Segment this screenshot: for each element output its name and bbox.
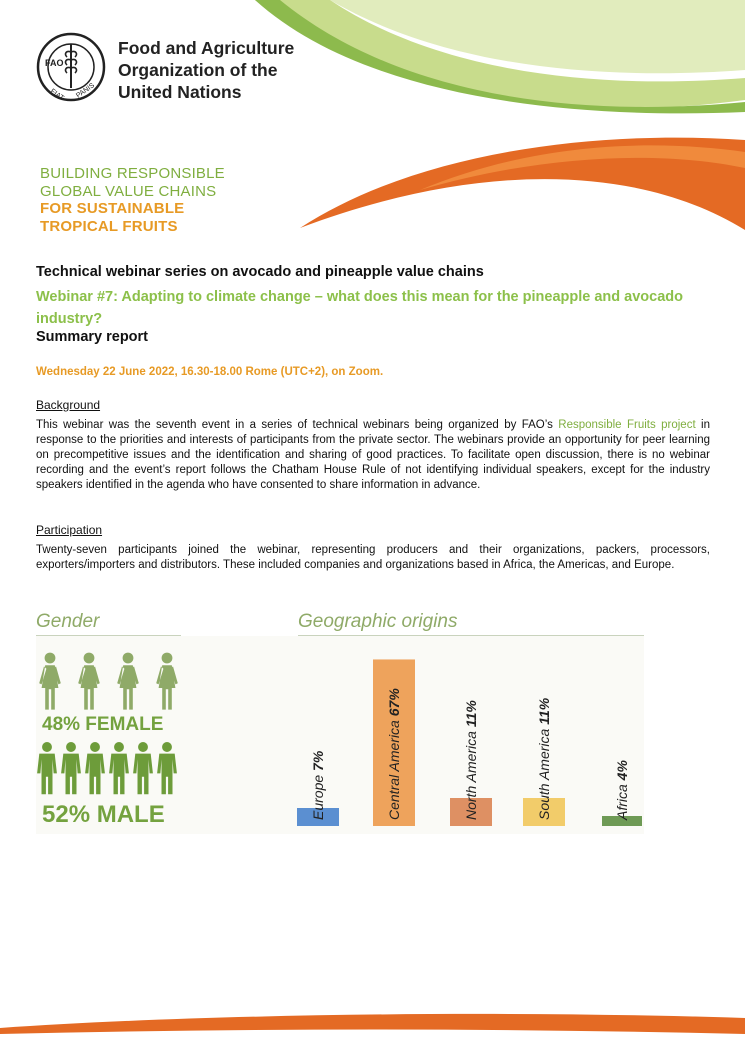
emblem-ring-right: PANIS: [75, 82, 96, 100]
bar-label-north-america: North America 11%: [463, 700, 479, 820]
series-title: Technical webinar series on avocado and pineapple value chains: [36, 264, 484, 280]
geographic-origins-chart: [295, 640, 655, 835]
female-label: 48% FEMALE: [42, 714, 164, 735]
org-name-line: Organization of the: [118, 60, 278, 80]
male-person-icon: [132, 740, 154, 798]
female-person-icon: [77, 652, 101, 712]
emblem-f: FAO: [45, 58, 64, 68]
emblem-ring-left: FIAT: [48, 87, 65, 102]
male-label: 52% MALE: [42, 801, 165, 828]
male-person-icon: [60, 740, 82, 798]
female-person-icon: [116, 652, 140, 712]
programme-line: GLOBAL VALUE CHAINS: [40, 182, 217, 200]
male-person-icon: [36, 740, 58, 798]
summary-report-title: Summary report: [36, 329, 149, 345]
male-person-icon: [84, 740, 106, 798]
male-icons: [36, 740, 186, 800]
bar-label-europe: Europe 7%: [310, 750, 326, 820]
geographic-heading-rule: [298, 635, 644, 636]
org-name-line: United Nations: [118, 82, 242, 102]
programme-line: BUILDING RESPONSIBLE: [40, 165, 225, 182]
programme-line: TROPICAL FRUITS: [40, 217, 178, 235]
footer-band-graphic: [0, 1000, 745, 1050]
fao-wheat-emblem-icon: [36, 32, 106, 102]
female-icons: [36, 652, 186, 714]
background-heading: Background: [36, 398, 101, 412]
geographic-origins-heading: Geographic origins: [298, 611, 458, 632]
male-person-icon: [108, 740, 130, 798]
bar-label-central-america: Central America 67%: [386, 688, 402, 820]
gender-heading: Gender: [36, 611, 100, 632]
bar-label-south-america: South America 11%: [536, 697, 552, 820]
event-date: Wednesday 22 June 2022, 16.30-18.00 Rome (UTC+2), on Zoom.: [36, 366, 384, 378]
programme-line: FOR SUSTAINABLE: [40, 200, 185, 217]
org-name-line: Food and Agriculture: [118, 38, 295, 58]
organization-name: [118, 37, 294, 103]
background-text-start: This webinar was the seventh event in a series of technical webinars being organized by FAO’s: [36, 419, 559, 431]
programme-title: [40, 165, 225, 235]
participation-paragraph: Twenty-seven participants joined the webinar, representing producers and their organizations, packers, processors, exporters/importers and distributors. These included companies and organizations based in Africa, the Americas, and Europe.: [36, 544, 710, 571]
female-person-icon: [155, 652, 179, 712]
background-paragraph: [36, 418, 710, 493]
responsible-fruits-link[interactable]: Responsible Fruits project: [558, 419, 696, 431]
background-text-end: in response to the priorities and interests of participants from the private sector. The webinars provide an opportunity for peer learning on precompetitive issues and the identification and sharing of good practices. To facilitate open discussion, there is no webinar recording and the event’s report follows the Chatham House Rule of not identifying individual speakers, except for the industry speakers identified in the agenda who have consented to share information in advance.: [36, 419, 710, 491]
male-person-icon: [156, 740, 178, 798]
gender-heading-rule: [36, 635, 181, 636]
female-person-icon: [38, 652, 62, 712]
bar-label-africa: Africa 4%: [614, 760, 630, 820]
participation-heading: Participation: [36, 523, 103, 537]
webinar-title: Webinar #7: Adapting to climate change – what does this mean for the pineapple and avocado industry?: [36, 289, 683, 327]
